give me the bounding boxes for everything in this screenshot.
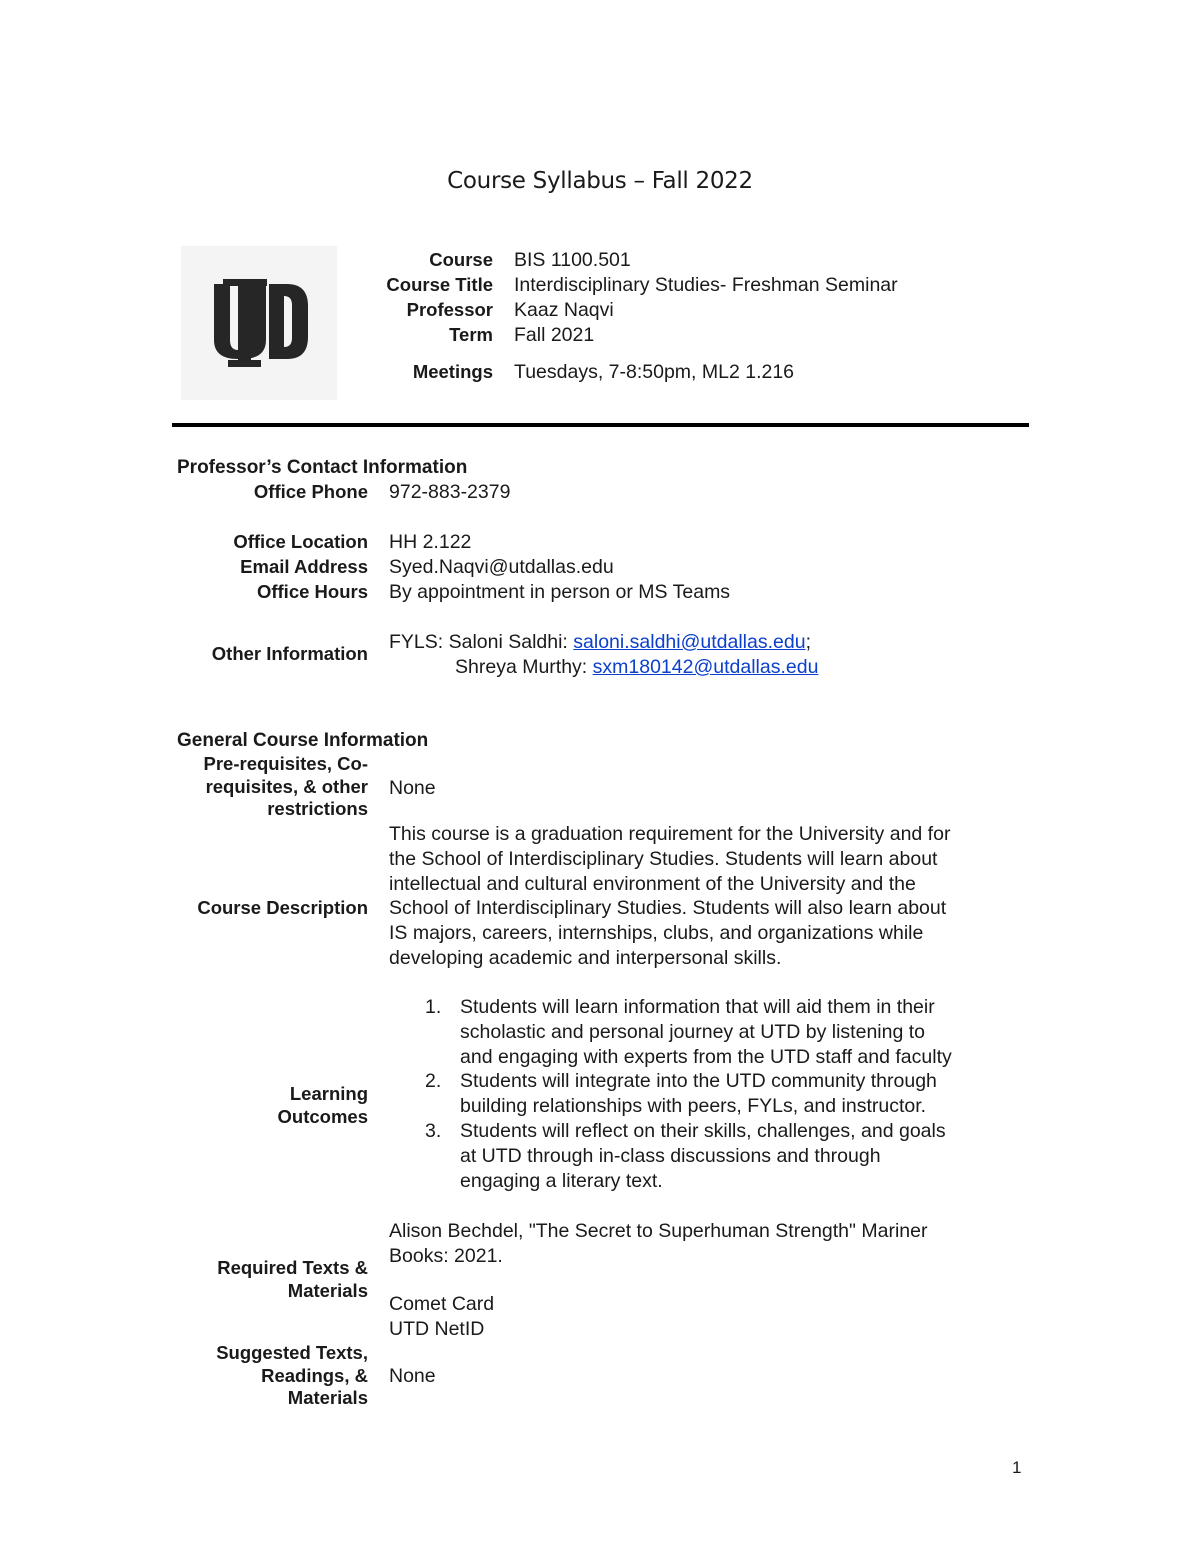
office-location-value: HH 2.122: [389, 531, 472, 553]
outcome-line: Students will learn information that will aid them in their: [460, 996, 935, 1018]
suggested-texts-label-line-1: Suggested Texts,: [216, 1342, 368, 1363]
outcome-line: and engaging with experts from the UTD staff and faculty: [460, 1045, 952, 1068]
course-description-label: Course Description: [197, 897, 368, 918]
office-phone-label: Office Phone: [253, 481, 368, 502]
term-label: Term: [449, 324, 493, 345]
shreya-email-link[interactable]: sxm180142@utdallas.edu: [592, 656, 819, 678]
course-title-value: Interdisciplinary Studies- Freshman Seminar: [514, 274, 898, 296]
meetings-value: Tuesdays, 7-8:50pm, ML2 1.216: [514, 361, 795, 383]
description-line: This course is a graduation requirement for the University and for: [389, 823, 951, 845]
suggested-texts-label-line-2: Readings, &: [261, 1364, 368, 1386]
meetings-row: [300, 361, 1000, 386]
fyl-shreya-name: Shreya Murthy:: [455, 656, 593, 678]
required-texts-line-1: Alison Bechdel, "The Secret to Superhuman Strength" Mariner: [389, 1220, 928, 1242]
outcome-number: 3.: [425, 1119, 442, 1142]
required-texts-line-2: Books: 2021.: [389, 1245, 503, 1267]
course-value: BIS 1100.501: [514, 249, 631, 271]
required-texts-label-line-2: Materials: [287, 1279, 368, 1301]
contact-heading: Professor’s Contact Information: [177, 457, 468, 478]
other-info-label: Other Information: [211, 643, 368, 664]
suggested-texts-label: [216, 1342, 368, 1410]
required-texts-label: [217, 1257, 368, 1302]
separator: ;: [805, 631, 811, 653]
required-texts-label-line-1: Required Texts &: [217, 1257, 368, 1278]
outcome-item: [389, 1069, 1029, 1119]
meetings-label: Meetings: [412, 361, 493, 382]
course-title-row: [300, 274, 1000, 299]
office-hours-value: By appointment in person or MS Teams: [389, 581, 731, 603]
suggested-texts-label-line-3: Materials: [287, 1387, 368, 1408]
course-row: [300, 249, 1000, 274]
course-description: [389, 822, 950, 971]
required-texts-comet-card: Comet Card: [389, 1293, 495, 1315]
learning-outcomes-label: [278, 1083, 368, 1128]
outcome-item: [389, 1119, 1029, 1193]
general-heading: General Course Information: [177, 730, 429, 751]
outcome-line: building relationships with peers, FYLs, and instructor.: [460, 1095, 927, 1118]
description-line: intellectual and cultural environment of the University and the: [389, 872, 916, 895]
email-label: Email Address: [240, 556, 368, 577]
outcome-line: scholastic and personal journey at UTD by listening to: [460, 1020, 925, 1043]
outcome-item: [389, 995, 1029, 1069]
office-location-label: Office Location: [233, 531, 368, 552]
outcome-line: at UTD through in-class discussions and through: [460, 1144, 881, 1167]
required-texts-netid: UTD NetID: [389, 1318, 485, 1340]
page-title: Course Syllabus – Fall 2022: [447, 168, 753, 194]
outcome-line: engaging a literary text.: [460, 1169, 663, 1192]
course-title-label: Course Title: [386, 274, 493, 295]
office-phone-value: 972-883-2379: [389, 481, 511, 503]
learning-outcomes-list: [389, 995, 1029, 1193]
office-hours-label: Office Hours: [256, 581, 368, 602]
professor-value: Kaaz Naqvi: [514, 299, 614, 321]
outcomes-label-line-1: Learning: [289, 1083, 368, 1104]
outcome-number: 1.: [425, 996, 442, 1018]
course-label: Course: [429, 249, 493, 270]
fyl-saloni-name: FYLS: Saloni Saldhi:: [389, 631, 574, 653]
other-info-line-1: [389, 630, 811, 655]
outcome-line: Students will reflect on their skills, challenges, and goals: [460, 1119, 946, 1142]
term-row: [300, 324, 1000, 349]
suggested-texts-value: None: [389, 1365, 436, 1387]
outcome-line: Students will integrate into the UTD community through: [460, 1070, 937, 1093]
term-value: Fall 2021: [514, 324, 595, 346]
prereq-label-line-3: restrictions: [267, 798, 368, 819]
other-info-line-2: [455, 655, 818, 680]
description-line: the School of Interdisciplinary Studies. Students will learn about: [389, 847, 938, 870]
prereq-value: None: [389, 777, 436, 799]
saloni-email-link[interactable]: saloni.saldhi@utdallas.edu: [573, 631, 806, 653]
outcomes-label-line-2: Outcomes: [277, 1105, 368, 1127]
outcome-number: 2.: [425, 1070, 442, 1093]
prereq-label-line-1: Pre-requisites, Co-: [203, 753, 368, 774]
description-line: IS majors, careers, internships, clubs, and organizations while: [389, 922, 924, 945]
description-line: School of Interdisciplinary Studies. Students will also learn about: [389, 897, 947, 920]
professor-row: [300, 299, 1000, 324]
prereq-label-line-2: requisites, & other: [205, 775, 368, 797]
header-divider: [172, 423, 1029, 427]
email-value: Syed.Naqvi@utdallas.edu: [389, 556, 614, 578]
description-line: developing academic and interpersonal skills.: [389, 946, 782, 969]
professor-label: Professor: [406, 299, 493, 320]
prereq-label: [204, 753, 369, 821]
page-number: 1: [1012, 1458, 1022, 1477]
